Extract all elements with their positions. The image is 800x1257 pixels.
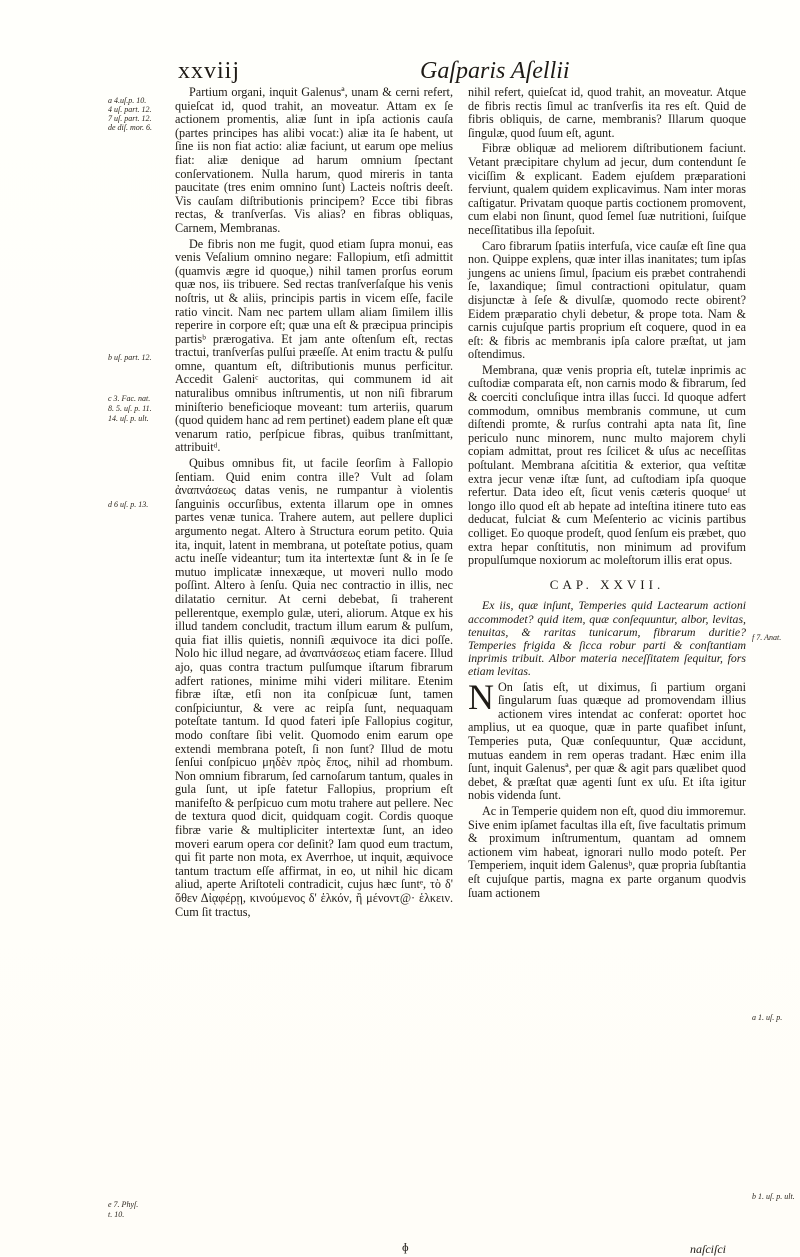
- running-title: Gaſparis Aſellii: [420, 58, 570, 84]
- paragraph: nihil refert, quieſcat id, quod trahit, an moveatur. Atque de fibris rectis ſimul ac tranſverſis ita res eſt. Quid de fibris obliquis, de carne, membranis? Illarum quoque ſingulæ, quod ſuum eſt, agunt.: [468, 85, 746, 140]
- margin-note: e 7. Phyſ.: [108, 1200, 139, 1209]
- chapter-heading: CAP. XXVII.: [549, 576, 665, 592]
- paragraph: De fibris non me fugit, quod etiam ſupra monui, eas venis Veſalium omnino negare: Fallopium, etſi admittit (quamvis ægre id quoque,) nihil tamen prorſus eorum quæ nos, iis tribuere. Sed rectas tranſverſaſque his venis noſtris, ut & aliis, principis partis in vicem eſſe, facile ratio vincit. Nam nec partem ullam aliam ſimilem illis reperire in corpore eſt; quæ una eſt & præcipua principis partisᵇ prærogativa. Et jam ante oſtenſum eſt, rectas tractui, tranſverſas pulſui præeſſe. At enim tractu & pulſu omne, quantum eſt, diſtributionis munus perficitur. Accedit Galeniᶜ auctoritas, qui communem id ait naturalibus omnibus inſtrumentis, ut non niſi fibrarum miniſterio beneficioque moveant: tum arteriis, quarum (quod quidem hanc ad rem pertinet) eadem plane eſt quæ venarum ratio, perſpicue fibras, quibus tranſmittant, attribuitᵈ.: [175, 236, 453, 455]
- margin-note: d 6 uſ. p. 13.: [108, 500, 149, 509]
- margin-note: b 1. uſ. p. ult.: [752, 1192, 795, 1201]
- right-text-column: [468, 86, 746, 902]
- margin-note: 8. 5. uſ. p. 11.: [108, 404, 152, 413]
- page-number: xxviij: [178, 58, 241, 84]
- paragraph: Ac in Temperie quidem non eſt, quod diu immoremur. Sive enim ipſamet facultas illa eſt, ſive facultatis primum & proximum inſtrumentum, quantam ad omnem actionem vim habeat, ignorari nullo modo poteſt. Per Temperiem, inquit idem Galenusᵇ, quæ propria ſubſtantia eſt cujuſque partis, magna ex parte organum quodvis ſuam actionem: [468, 803, 746, 900]
- margin-note: 4 uſ. part. 12.: [108, 105, 152, 114]
- page-header: [0, 58, 800, 86]
- left-text-column: [175, 86, 453, 921]
- margin-note: a 4.uſ.p. 10.: [108, 96, 147, 105]
- paragraph-text: On ſatis eſt, ut diximus, ſi partium organi ſingularum ſuas quæque ad promovendam illius actionem vires intendat ac conferat: oportet hoc amplius, ut ea quoque, quæ in parte quafibet inſunt, Temperies puta, Quæ conſequuntur, Quæ accidunt, mutuas eandem in rem operas tradant. Hæc enim illa ſunt, inquit Galenusª, per quæ & agit pars quælibet quod debet, & præſtat quæ agenti ſunt ex uſu. Et iſta igitur nobis videnda ſunt.: [468, 679, 746, 803]
- paragraph: Caro fibrarum ſpatiis interfuſa, vice cauſæ eſt ſine qua non. Quippe explens, quæ inter illas inanitates; tum ipſas jungens ac uniens ſimul, ſpacium eis præbet contrahendi ſe, laxandique; ſimul contractioni opitulatur, quam disjunctæ à ſeſe & divulſæ, quomodo recte obirent? Eidem præparatio chyli debetur, & prope tota. Nam & carnis cujuſque partis proprium eſt coquere, quod in ea eſt: & fibris ac membranis ipſa calore præſtat, ut jam oſtendimus.: [468, 238, 746, 362]
- margin-note: 14. uſ. p. ult.: [108, 414, 149, 423]
- chapter-summary: Ex iis, quæ inſunt, Temperies quid Lactearum actioni accommodet? quid item, quæ conſequuntur, albor, levitas, tenuitas, & raritas tunicarum, fibrarum duritie? Temperies frigida & ſicca robur parti & conſtantiam inprimis tribuit. Albor materia neceſſitatem ſequitur, fors etiam levitas.: [468, 598, 746, 679]
- paragraph-with-dropcap: [468, 676, 746, 803]
- margin-note: c 3. Fac. nat.: [108, 394, 151, 403]
- margin-note: a 1. uſ. p.: [752, 1013, 783, 1022]
- catchword: naſciſci: [690, 1242, 726, 1256]
- drop-capital: N: [468, 676, 494, 717]
- margin-note: de diſ. mor. 6.: [108, 123, 152, 132]
- margin-note: f 7. Anat.: [752, 633, 782, 642]
- margin-note: b uſ. part. 12.: [108, 353, 152, 362]
- paragraph: Fibræ obliquæ ad meliorem diſtributionem faciunt. Vetant præcipitare chylum ad jecur, dum contendunt ſe viciſſim & explicant. Eadem ejuſdem præparationi ferviunt, qualem quidem explicavimus. Nam inter moras caſtigatur. Privatam quoque partis coctionem promovent, cum elabi non ſinunt, quod ſemel ſuæ nutritioni, ſuiſque neceſſitatibus illa ſepoſuit.: [468, 141, 746, 237]
- margin-note: t. 10.: [108, 1210, 125, 1219]
- margin-note: 7 uſ. part. 12.: [108, 114, 152, 123]
- paragraph: Quibus omnibus fit, ut facile ſeorſim à Fallopio ſentiam. Quid enim contra ille? Vult ad ſolam ἀναπνάσεως datas venis, ne rumpantur à violentis ſanguinis occurſibus, extenta illarum ope in omnes partes venæ tunica. Trahere autem, aut pellere duplici argumento negat. Altero à Structura eorum petito. Quia ita, inquit, latent in membrana, ut poteſtate potius, quam actu ineſſe videantur; tum ita intertextæ ſunt & in ſe ſe mutuo implicatæ innexæque, ut moveri nullo modo poſſint. Altero à ſenſu. Quia nec contractio in illis, nec dilatatio cernitur. At cerni debebat, ſi traherent pellerentque, exemplo gulæ, uteri, aliorum. Atque ex his illud tandem concludit, tractum illum earum & pulſum, quia fiat illis quietis, nonniſi æquivoce ita dici poſſe. Nolo hic illud negare, ad ἀναπνάσεως etiam facere. Illud ajo, quas contra tractum pulſumque iſtarum fibrarum adfert rationes, minime mihi videri militare. Etenim fibræ iſtæ, etſi non ita conſpicuæ ſunt, tamen conſpiciuntur, & vere ac reipſa ſunt, nequaquam poteſtate tantum. Id quod fateri ipſe Fallopius cogitur, modo conſtare ſibi velit. Quomodo enim earum ope extendi membrana poteſt, ſi non ſunt? Illud de motu ſenſui conſpicuo μηδὲν πρὸς ἔπος, nihil ad rhombum. Non omnium fibrarum, ſed carnoſarum tantum, quales in gula ſunt, ut ipſe fatetur Fallopius, proprium eſt manifeſto & perſpicuo cum motu trahere aut pellere. Nec de textura quod dicit, quidquam cogit. Cordis quoque fibræ varie & multipliciter intertextæ ſunt, an ideo moveri earum opera cor deſinit? Iam quod eum tractum, qui fit parte non mota, ex Averrhoe, ut inquit, æquivoce tantum tractum eſſe affirmat, in eo, ut nihil hic dicam aliud, aperte Ariſtoteli contradicit, cujus hæc ſuntᵉ, τὸ δ' ὅθεν Δἰᾳφέρῃ, κινούμενος δ' ἑλκόν, ἢ μένοντ@· ἑλκειν. Cum ſit tractus,: [175, 456, 453, 919]
- paragraph: Membrana, quæ venis propria eſt, tutelæ inprimis ac cuſtodiæ comparata eſt, non carnis modo & fibrarum, ſed & coerciti concluſique intra illas ſucci. Id quoque adfert commodum, omnibus membranis commune, ut cum diſtendi promte, & rurſus contrahi apta nata ſit, ſine periculo nunc minorem, nunc multo majorem chyli copiam admittat, prout res ſcilicet & uſus ac neceſſitas poſtulant. Membrana aſcititia & exterior, qua veſtitæ extra jecur venæ iſtæ ſunt, ad cuſtodiam ipſa quoque refertur. Data ideo eſt, ſicut venis cæteris quoqueᶠ ut longo illo quod eſt ab hepate ad inteſtina itinere tuto eas deducat, fulciat & cum Meſenterio ac vicinis partibus colliget. Eo quoque prodeſt, quod ſenſum eis præbet, quo extra hepar conſtitutis, non minimum ad provifum propulſumque noxiorum ac moleſtorum illis erat opus.: [468, 362, 746, 568]
- signature-mark: ɸ: [402, 1240, 409, 1254]
- paragraph: Partium organi, inquit Galenusª, unam & cerni refert, quieſcat id, quod trahit, an moveatur. Attam ex ſe actionem promentis, aliæ ſunt in ipſa actionis cauſa (partes principes has alibi vocat:) aliæ ita ſe habent, ut ſine iis non fiat actio: aliæ faciunt, ut earum ope melius fiat: aliæ denique ad harum omnium ſpectant conſervationem. Nulla harum, quod mireris in tanta paucitate (tres enim omnino ſunt) Lacteis noſtris deeſt. Vis cauſam diſtributionis principem? Ecce tibi fibras rectas, & tranſverſas. Vis alias? en fibras obliquas, Carnem, Membranas.: [175, 85, 453, 235]
